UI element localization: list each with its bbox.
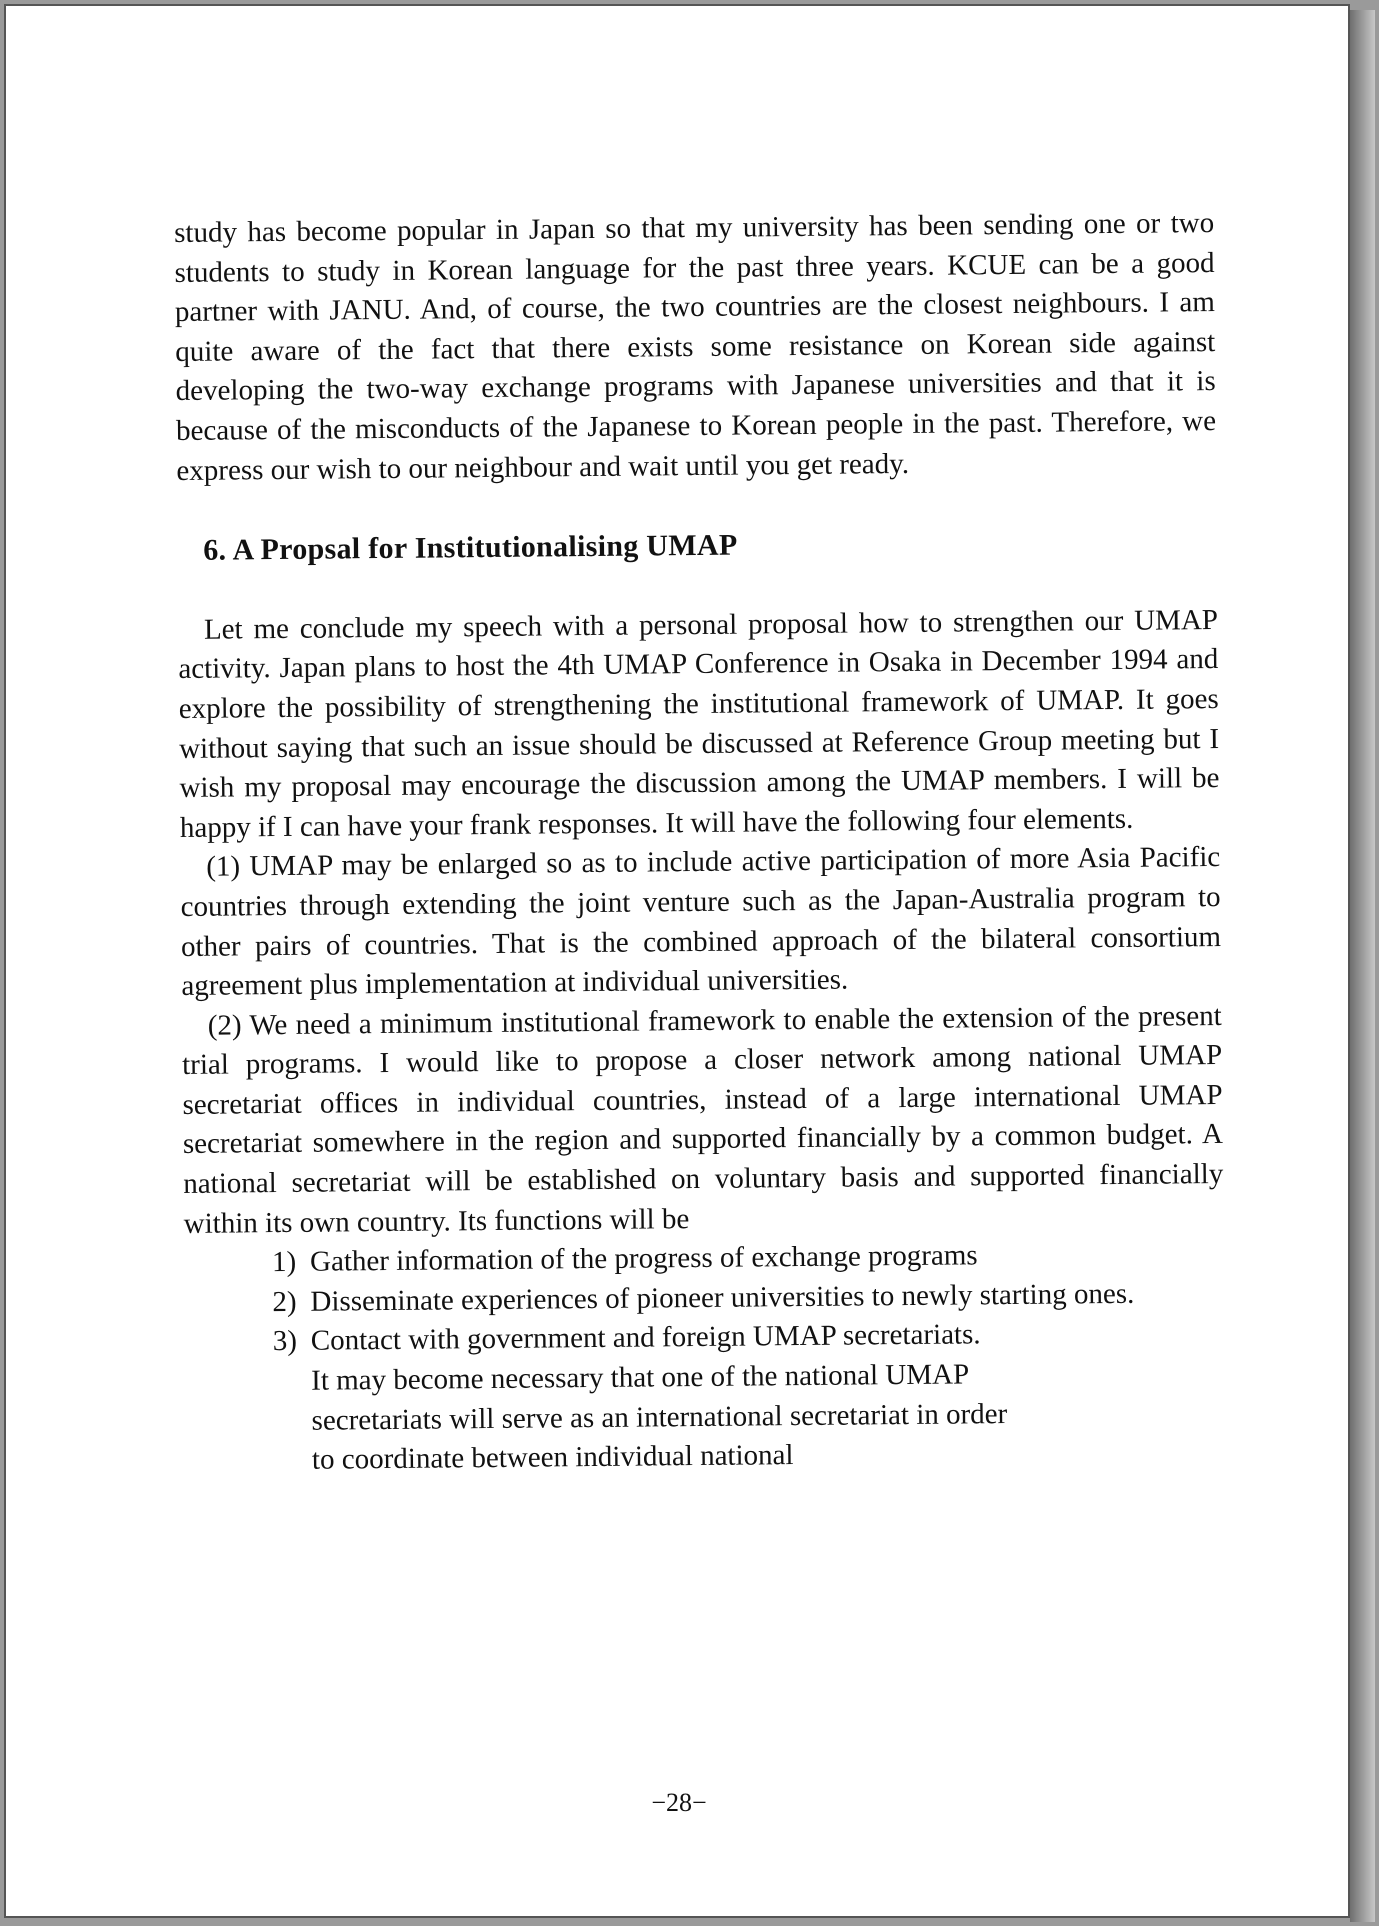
continuation-line: It may become necessary that one of the national UMAP xyxy=(311,1358,970,1397)
continuation-line: secretariats will serve as an international secretariat in order xyxy=(311,1397,1008,1437)
section-heading: 6. A Propsal for Institutionalising UMAP xyxy=(203,528,738,567)
page-number: −28− xyxy=(651,1788,707,1817)
intro-paragraph: Let me conclude my speech with a personal proposal how to strengthen our UMAP activity. Japan plans to host the 4th UMAP Conference in Osaka in December 1994 and explore the possibility of strengthening the institutional framework of UMAP. It goes without saying that such an issue should be discussed at Reference Group meeting but I wish my proposal may encourage the discussion among the UMAP members. I will be happy if I can have your frank responses. It will have the following four elements. xyxy=(178,603,1220,844)
continuation-block xyxy=(311,1353,1226,1481)
list-item-number: 1) xyxy=(271,1246,297,1279)
list-item-text: Disseminate experiences of pioneer universities to newly starting ones. xyxy=(310,1277,1135,1318)
document-page xyxy=(4,4,1350,1918)
proposal-point-1: (1) UMAP may be enlarged so as to include active participation of more Asia Pacific countries through extending the joint venture such as the Japan-Australia program to other pairs of countries. That is the combined approach of the bilateral consortium agreement plus implementation at individual universities. xyxy=(180,841,1222,1003)
opening-paragraph: study has become popular in Japan so that my university has been sending one or two students to study in Korean language for the past three years. KCUE can be a good partner with JANU. And, of course, the two countries are the closest neighbours. I am quite aware of the fact that there exists some resistance on Korean side against developing the two-way exchange programs with Japanese universities and that it is because of the misconducts of the Japanese to Korean people in the past. Therefore, we express our wish to our neighbour and wait until you get ready. xyxy=(174,207,1217,487)
functions-list xyxy=(272,1234,1225,1362)
list-item-number: 2) xyxy=(272,1285,297,1318)
list-item-text: Contact with government and foreign UMAP secretariats. xyxy=(310,1318,981,1358)
list-item-number: 3) xyxy=(272,1325,298,1358)
list-item-text: Gather information of the progress of exchange programs xyxy=(309,1239,978,1278)
proposal-point-2: (2) We need a minimum institutional framework to enable the extension of the present trial programs. I would like to propose a closer network among national UMAP secretariat offices in individual countries, instead of a large international UMAP secretariat somewhere in the region and supported financially by a common budget. A national secretariat will be established on voluntary basis and supported financially within its own country. Its functions will be xyxy=(182,999,1224,1240)
page-content xyxy=(174,204,1226,1482)
continuation-line: to coordinate between individual national xyxy=(311,1439,794,1476)
page-edge-shadow xyxy=(1350,10,1375,1922)
